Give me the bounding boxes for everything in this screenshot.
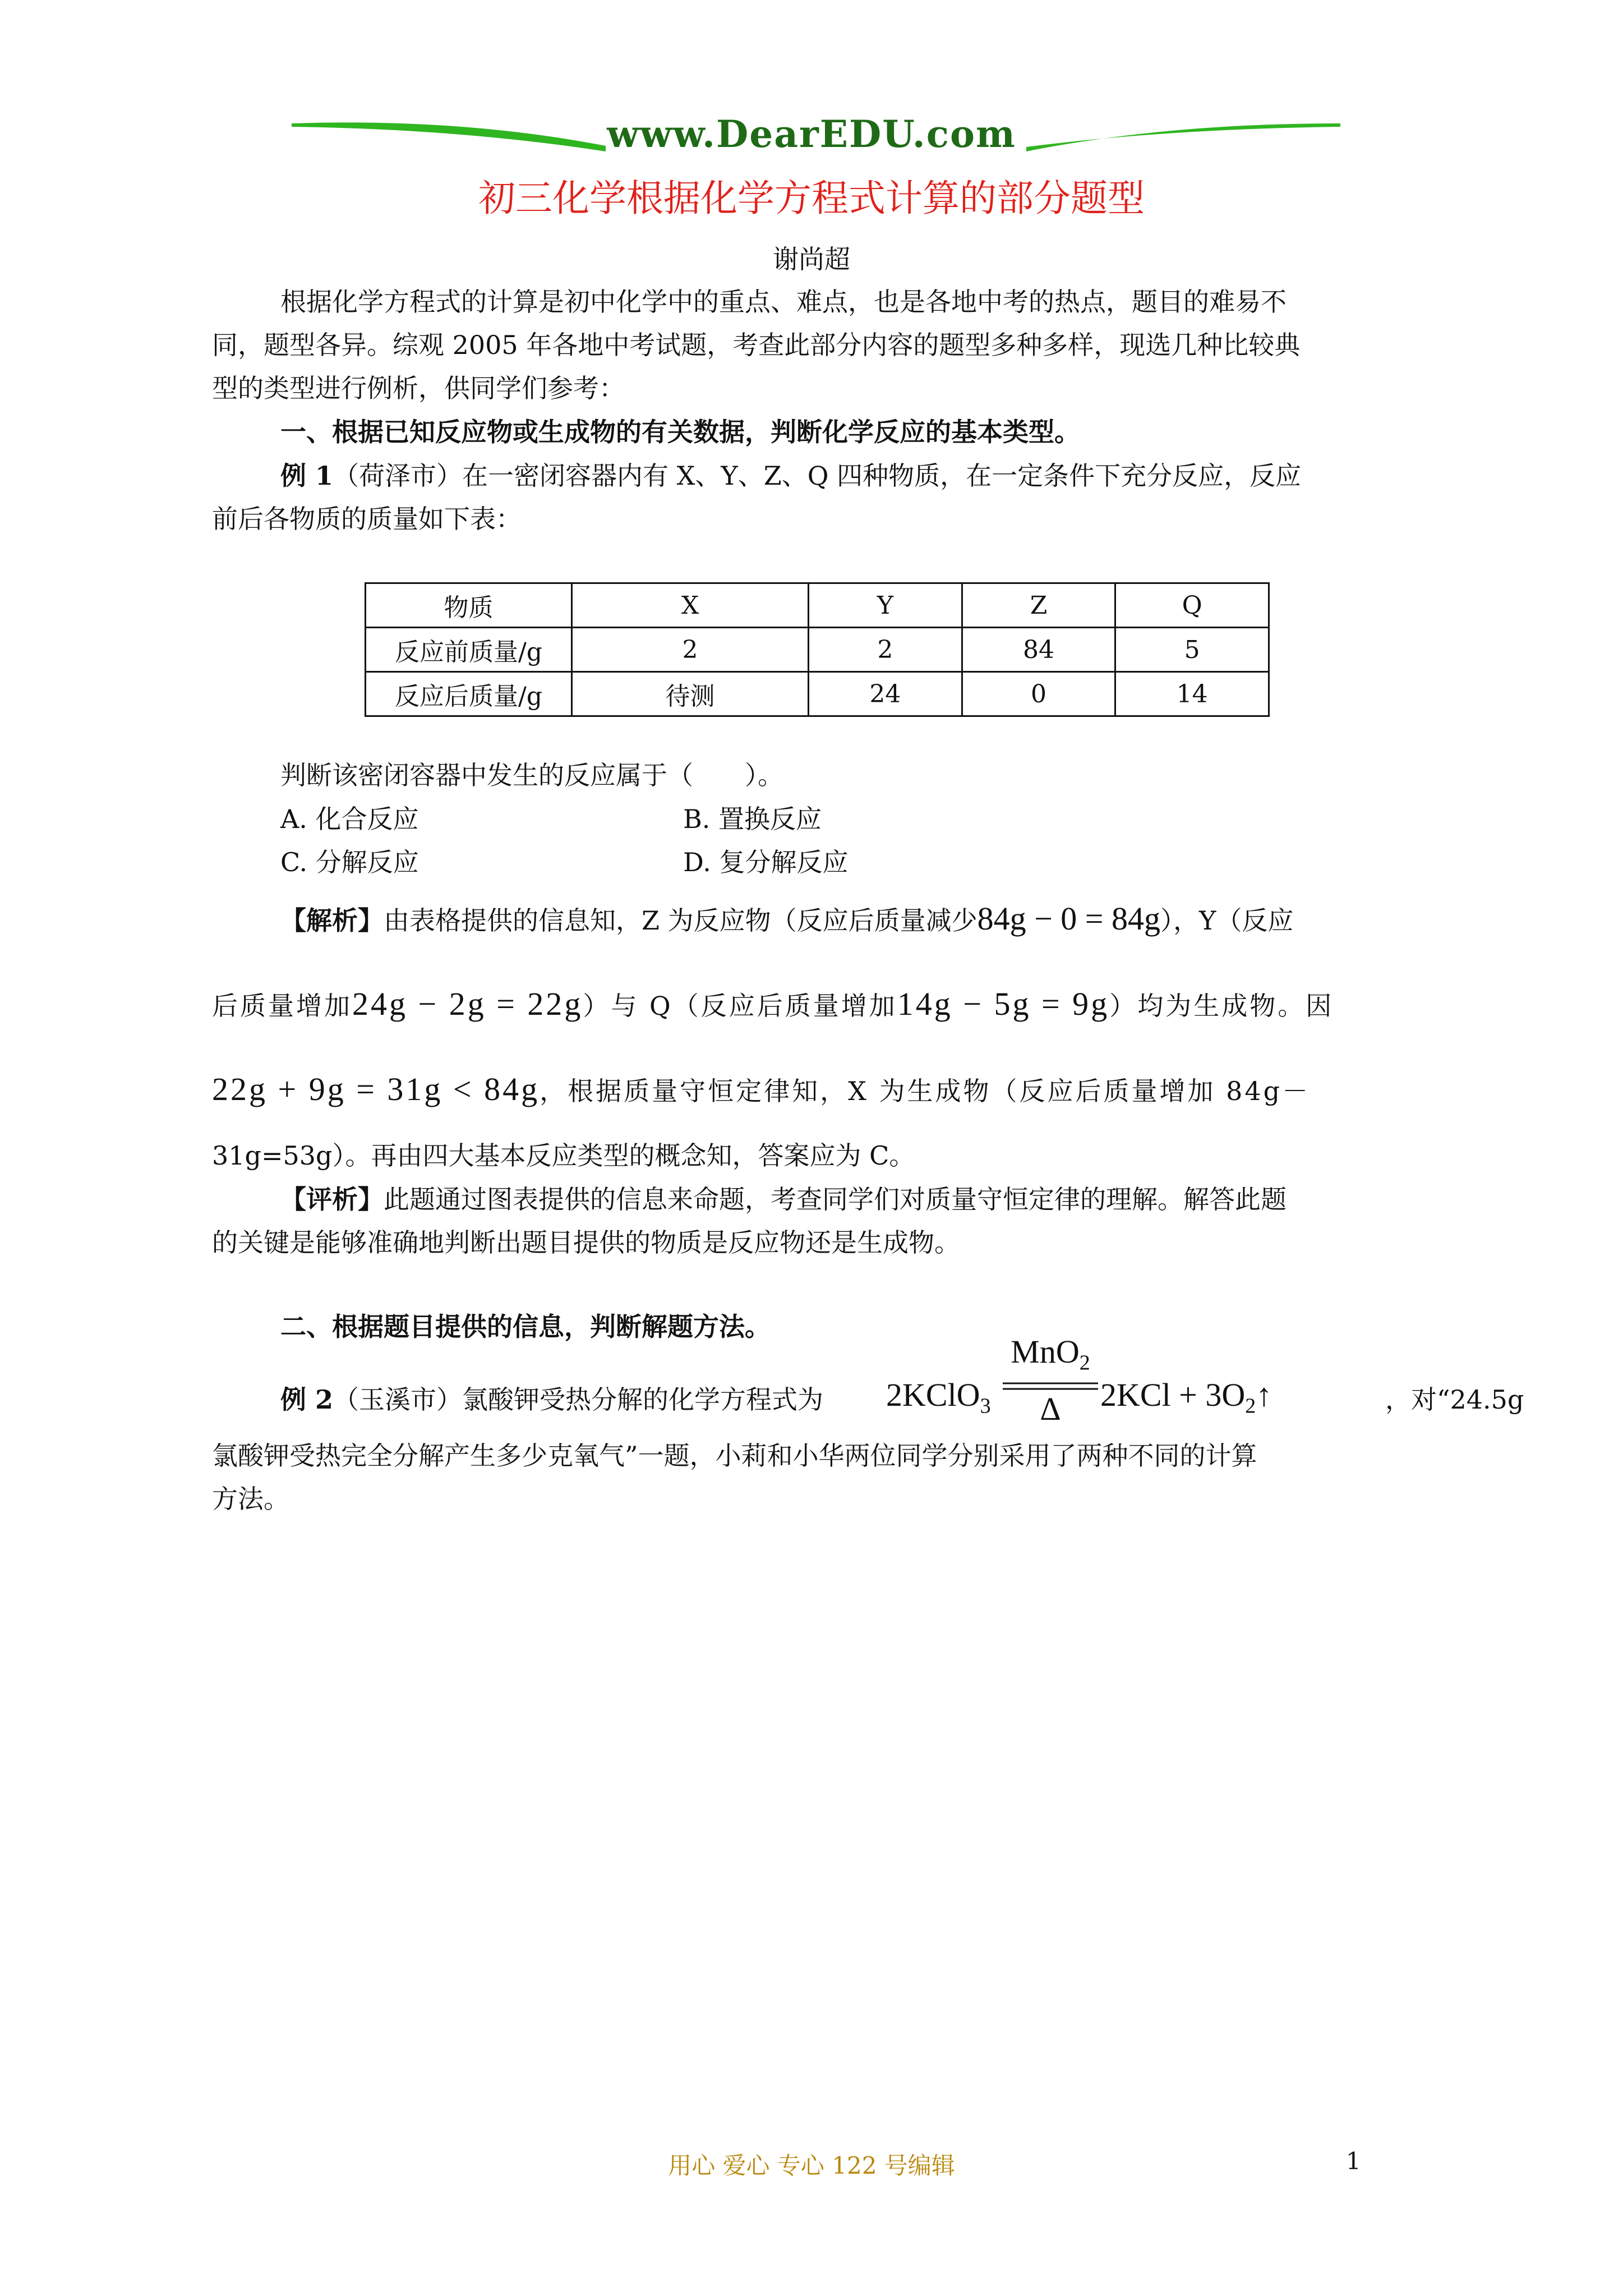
- example-1-line-2: 前后各物质的质量如下表：: [212, 504, 522, 534]
- table-cell: 物质: [366, 583, 572, 628]
- example-2-text: （玉溪市）氯酸钾受热分解的化学方程式为: [333, 1384, 824, 1415]
- intro-line-2: 同，题型各异。综观 2005 年各地中考试题，考查此部分内容的题型多种多样，现选几种比较典: [212, 330, 1301, 360]
- comment-line-2: 的关键是能够准确地判断出题目提供的物质是反应物还是生成物。: [212, 1227, 960, 1258]
- page-title: 初三化学根据化学方程式计算的部分题型: [478, 177, 1145, 220]
- table-cell: 反应前质量/g: [366, 628, 572, 672]
- analysis-text: ）均为生成物。因: [1109, 991, 1334, 1021]
- option-b: B. 置换反应: [683, 804, 822, 834]
- gas-arrow-icon: ↑: [1256, 1377, 1272, 1413]
- footer-text: 用心 爱心 专心 122 号编辑: [668, 2152, 955, 2179]
- analysis-text: 后质量增加: [212, 991, 352, 1021]
- comment-label: 【评析】: [280, 1184, 384, 1214]
- table-cell: 待测: [572, 672, 809, 716]
- mass-table: [365, 582, 1270, 717]
- table-cell: Y: [809, 583, 962, 628]
- analysis-text: 由表格提供的信息知，Z 为反应物（反应后质量减少: [384, 905, 978, 936]
- table-cell: 2: [572, 628, 809, 672]
- equation-reactant: [886, 1376, 991, 1419]
- equation-product-formula: 2KCl + 3O: [1100, 1377, 1246, 1413]
- example-1-label: 例 1: [280, 461, 334, 491]
- table-cell: 5: [1115, 628, 1269, 672]
- example-1-line-1: [280, 459, 1301, 493]
- analysis-line-1: [280, 902, 1293, 937]
- analysis-line-2: [212, 987, 1334, 1023]
- equation-subscript: 3: [980, 1394, 991, 1418]
- table-cell: X: [572, 583, 809, 628]
- example-2-line-2: 氯酸钾受热完全分解产生多少克氧气”一题，小莉和小华两位同学分别采用了两种不同的计算: [212, 1441, 1257, 1471]
- table-row: [366, 628, 1269, 672]
- author: 谢尚超: [773, 244, 850, 274]
- comment-text: 此题通过图表提供的信息来命题，考查同学们对质量守恒定律的理解。解答此题: [384, 1184, 1287, 1214]
- analysis-text: ）与 Q（反应后质量增加: [583, 991, 897, 1021]
- question-stem: 判断该密闭容器中发生的反应属于（ ）。: [280, 760, 783, 790]
- page-number: 1: [1346, 2147, 1361, 2175]
- equation-catalyst-formula: MnO: [1011, 1333, 1080, 1370]
- example-1-text: （荷泽市）在一密闭容器内有 X、Y、Z、Q 四种物质，在一定条件下充分反应，反应: [333, 461, 1302, 491]
- equation-subscript: 2: [1245, 1394, 1256, 1418]
- example-2-line-3: 方法。: [212, 1484, 289, 1514]
- equation-subscript: 2: [1079, 1351, 1090, 1375]
- section-2-heading: 二、根据题目提供的信息，判断解题方法。: [280, 1312, 771, 1342]
- option-a: A. 化合反应: [280, 804, 419, 834]
- table-cell: 84: [962, 628, 1115, 672]
- table-cell: Z: [962, 583, 1115, 628]
- banner-url: www.DearEDU.com: [607, 112, 1016, 156]
- equation-catalyst: [1003, 1333, 1098, 1375]
- analysis-text: ），Y（反应: [1160, 905, 1294, 936]
- comment-line-1: [280, 1182, 1287, 1216]
- analysis-equation: 22g + 9g = 31g < 84g: [212, 1071, 540, 1107]
- analysis-equation: 14g − 5g = 9g: [897, 986, 1110, 1022]
- table-cell: 2: [809, 628, 962, 672]
- table-cell: Q: [1115, 583, 1269, 628]
- option-d: D. 复分解反应: [683, 847, 849, 877]
- option-c: C. 分解反应: [280, 847, 419, 877]
- equation-products: [1100, 1376, 1272, 1419]
- analysis-line-4: 31g=53g）。再由四大基本反应类型的概念知，答案应为 C。: [212, 1140, 915, 1171]
- analysis-equation: 84g − 0 = 84g: [977, 900, 1161, 937]
- table-cell: 反应后质量/g: [366, 672, 572, 716]
- section-1-heading: 一、根据已知反应物或生成物的有关数据，判断化学反应的基本类型。: [280, 417, 1080, 447]
- table-cell: 0: [962, 672, 1115, 716]
- intro-line-3: 型的类型进行例析，供同学们参考：: [212, 373, 625, 403]
- example-2-line-1: [280, 1383, 823, 1416]
- analysis-equation: 24g − 2g = 22g: [352, 986, 583, 1022]
- analysis-text: ，根据质量守恒定律知，X 为生成物（反应后质量增加 84g－: [540, 1076, 1311, 1106]
- table-cell: 24: [809, 672, 962, 716]
- table-row: [366, 672, 1269, 716]
- intro-line-1: 根据化学方程式的计算是初中化学中的重点、难点，也是各地中考的热点，题目的难易不: [280, 287, 1287, 317]
- equation-condition: Δ: [1040, 1391, 1061, 1427]
- table-cell: 14: [1115, 672, 1269, 716]
- analysis-label: 【解析】: [280, 905, 384, 936]
- equation-reactant-formula: 2KClO: [886, 1377, 980, 1413]
- example-2-text-tail: ，对“24.5g: [1385, 1384, 1524, 1415]
- analysis-line-3: [212, 1073, 1310, 1108]
- example-2-label: 例 2: [280, 1384, 334, 1415]
- table-header-row: [366, 583, 1269, 628]
